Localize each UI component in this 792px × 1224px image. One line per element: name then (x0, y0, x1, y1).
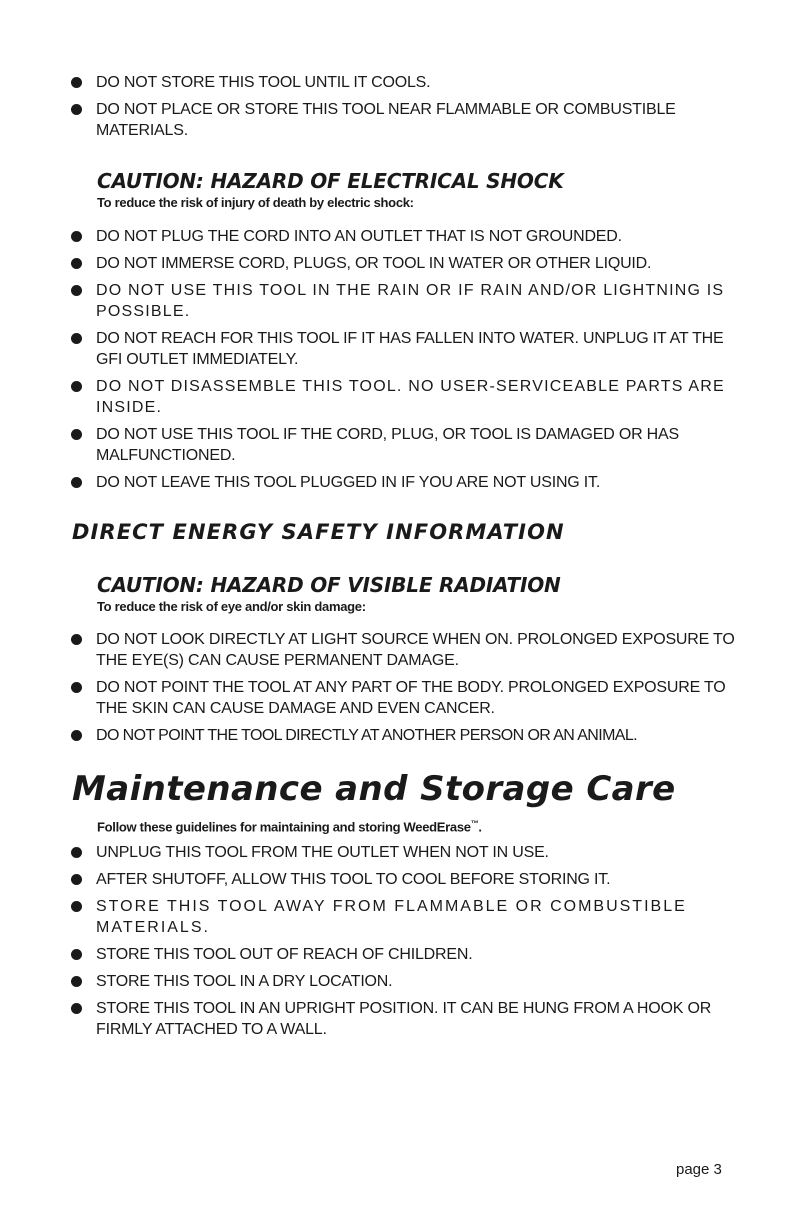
list-item: DO NOT USE THIS TOOL IN THE RAIN OR IF RAIN AND/OR LIGHTNING IS POSSIBLE. (0, 280, 792, 322)
list-item: DO NOT DISASSEMBLE THIS TOOL. NO USER-SERVICEABLE PARTS ARE INSIDE. (0, 376, 792, 418)
bullet-icon (71, 874, 82, 885)
list-item: DO NOT POINT THE TOOL AT ANY PART OF THE BODY. PROLONGED EXPOSURE TO THE SKIN CAN CAUSE DAMAGE AND EVEN CANCER. (0, 677, 792, 719)
bullet-icon (71, 429, 82, 440)
list-item: DO NOT POINT THE TOOL DIRECTLY AT ANOTHER PERSON OR AN ANIMAL. (0, 725, 792, 746)
bullet-icon (71, 333, 82, 344)
maintenance-list-block (0, 842, 792, 1046)
bullet-icon (71, 104, 82, 115)
radiation-caution-heading: CAUTION: HAZARD OF VISIBLE RADIATION (97, 573, 561, 597)
list-item: DO NOT IMMERSE CORD, PLUGS, OR TOOL IN WATER OR OTHER LIQUID. (0, 253, 792, 274)
trademark-symbol: ™ (470, 819, 479, 828)
list-item: STORE THIS TOOL IN AN UPRIGHT POSITION. IT CAN BE HUNG FROM A HOOK OR FIRMLY ATTACHED TO A WALL. (0, 998, 792, 1040)
storage-warnings-top (0, 72, 792, 147)
bullet-icon (71, 77, 82, 88)
maintenance-intro: Follow these guidelines for maintaining and storing WeedErase™. (97, 819, 482, 835)
bullet-icon (71, 477, 82, 488)
bullet-icon (71, 231, 82, 242)
bullet-icon (71, 901, 82, 912)
direct-energy-title: DIRECT ENERGY SAFETY INFORMATION (72, 520, 565, 544)
top-bullet-list (0, 72, 792, 141)
electrical-list-block (0, 226, 792, 499)
list-item: DO NOT PLACE OR STORE THIS TOOL NEAR FLAMMABLE OR COMBUSTIBLE MATERIALS. (0, 99, 792, 141)
list-item: STORE THIS TOOL OUT OF REACH OF CHILDREN. (0, 944, 792, 965)
electrical-caution-heading: CAUTION: HAZARD OF ELECTRICAL SHOCK (97, 169, 564, 193)
bullet-icon (71, 381, 82, 392)
page-number: page 3 (676, 1161, 722, 1178)
electrical-bullet-list (0, 226, 792, 493)
bullet-icon (71, 634, 82, 645)
maintenance-title: Maintenance and Storage Care (72, 769, 676, 809)
radiation-intro: To reduce the risk of eye and/or skin damage: (97, 599, 366, 614)
list-item: DO NOT LEAVE THIS TOOL PLUGGED IN IF YOU ARE NOT USING IT. (0, 472, 792, 493)
bullet-icon (71, 949, 82, 960)
list-item: DO NOT LOOK DIRECTLY AT LIGHT SOURCE WHEN ON. PROLONGED EXPOSURE TO THE EYE(S) CAN CAUSE PERMANENT DAMAGE. (0, 629, 792, 671)
list-item: STORE THIS TOOL AWAY FROM FLAMMABLE OR COMBUSTIBLE MATERIALS. (0, 896, 792, 938)
electrical-intro: To reduce the risk of injury of death by electric shock: (97, 195, 414, 210)
radiation-list-block (0, 629, 792, 752)
bullet-icon (71, 847, 82, 858)
bullet-icon (71, 682, 82, 693)
maintenance-bullet-list (0, 842, 792, 1040)
list-item: DO NOT REACH FOR THIS TOOL IF IT HAS FALLEN INTO WATER. UNPLUG IT AT THE GFI OUTLET IMMEDIATELY. (0, 328, 792, 370)
list-item: DO NOT USE THIS TOOL IF THE CORD, PLUG, OR TOOL IS DAMAGED OR HAS MALFUNCTIONED. (0, 424, 792, 466)
bullet-icon (71, 976, 82, 987)
bullet-icon (71, 258, 82, 269)
radiation-bullet-list (0, 629, 792, 746)
bullet-icon (71, 730, 82, 741)
bullet-icon (71, 1003, 82, 1014)
electrical-caution-block (0, 168, 792, 212)
list-item: UNPLUG THIS TOOL FROM THE OUTLET WHEN NOT IN USE. (0, 842, 792, 863)
bullet-icon (71, 285, 82, 296)
list-item: STORE THIS TOOL IN A DRY LOCATION. (0, 971, 792, 992)
list-item: AFTER SHUTOFF, ALLOW THIS TOOL TO COOL BEFORE STORING IT. (0, 869, 792, 890)
list-item: DO NOT STORE THIS TOOL UNTIL IT COOLS. (0, 72, 792, 93)
radiation-caution-block (0, 572, 792, 616)
list-item: DO NOT PLUG THE CORD INTO AN OUTLET THAT IS NOT GROUNDED. (0, 226, 792, 247)
